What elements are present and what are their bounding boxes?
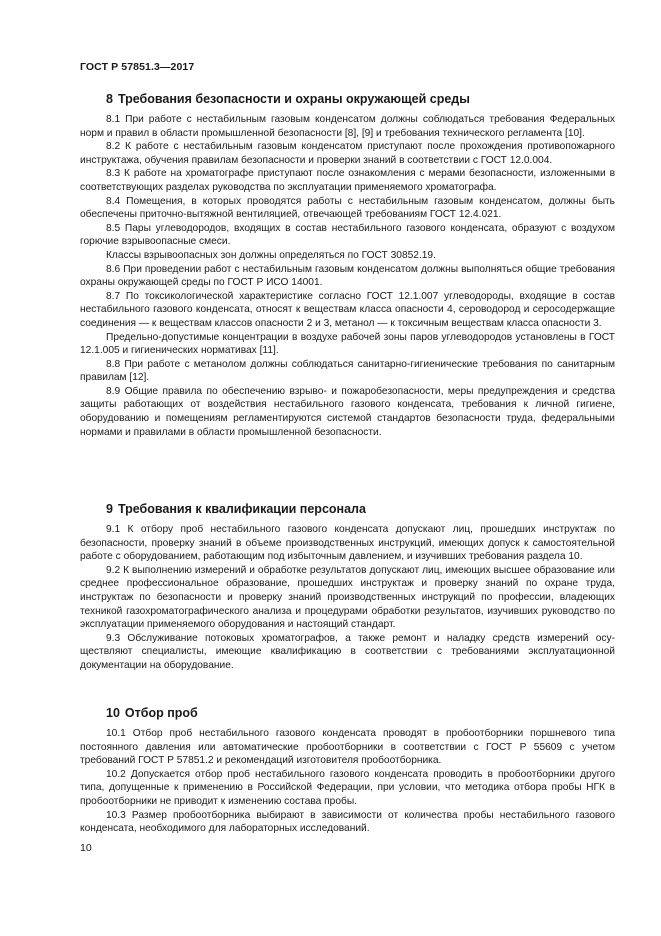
paragraph-10-1: 10.1 Отбор проб нестабильного газового конденсата проводят в пробоотборники поршневого типа постоянного давления или автоматические пробоотборники в соответствии с ГОСТ Р 55609 с учетом требований ГОСТ Р 57851.2 и рекомендаций изготовителя пробоотборника. [80, 728, 615, 767]
paragraph-9-2: 9.2 К выполнению измерений и обработке результатов допускают лиц, имеющих высшее образование или среднее профессиональное образование, прошедших инструктаж и проверку знаний по охране труда, инструктаж по безопасности и проверку знаний производственных инструкций по профессии, владеющих техникой газохроматографического анализа и процедурами обработки результатов, изучивших руководство по эксплуатации применяемого оборудования и настоящий стандарт. [80, 564, 615, 631]
paragraph-10-2: 10.2 Допускается отбор проб нестабильного газового конденсата проводить в пробоотборники другого типа, допущенные к применению в Российской Федерации, при условии, что методика отбора пробы НГК в пробоотборники не приводит к изменению состава пробы. [80, 768, 615, 807]
paragraph-8-5-zones: Классы взрывоопасных зон должны определяться по ГОСТ 30852.19. [106, 249, 436, 261]
section-10 [80, 706, 615, 836]
section-8-title: Требования безопасности и охраны окружающей среды [117, 92, 470, 106]
document-header: ГОСТ Р 57851.3—2017 [80, 61, 195, 73]
paragraph-8-2: 8.2 К работе с нестабильным газовым конденсатом приступают после прохождения противопожарного инструктажа, обучения правилам безопасности и проверки знаний в соответствии с ГОСТ 12.0.004. [80, 141, 615, 166]
section-9 [80, 502, 615, 673]
section-8-number: 8 [106, 92, 113, 106]
paragraph-8-8: 8.8 При работе с метанолом должны соблюдаться санитарно-гигиенические требования по санитарным правилам [12]. [80, 358, 615, 384]
paragraph-8-3: 8.3 К работе на хроматографе приступают после ознакомления с мерами безопасности, изложенными в соответствующих разделах руководства по эксплуатации применяемого хроматографа. [80, 168, 615, 193]
section-8-heading [80, 92, 615, 106]
section-10-title: Отбор проб [124, 706, 198, 720]
section-9-heading [80, 502, 615, 516]
paragraph-8-7: 8.7 По токсикологической характеристике согласно ГОСТ 12.1.007 углеводороды, входящие в состав нестабильного газового конденсата, относят к веществам класса опасности 4, сероводород и серосодержащие соединения — к веществам классов опасности 2 и 3, метанол — к токсичным веществам класса опасности 3. [80, 290, 615, 329]
paragraph-8-7-pdk: Предельно-допустимые концентрации в воздухе рабочей зоны паров углеводородов установлены в ГОСТ 12.1.005 и гигиенических нормативах [11]. [80, 331, 615, 357]
paragraph-8-4: 8.4 Помещения, в которых проводятся работы с нестабильным газовым конденсатом, должны быть обеспечены приточно-вытяжной вентиляцией, отвечающей требованиям ГОСТ 12.4.021. [80, 195, 615, 221]
paragraph-8-9: 8.9 Общие правила по обеспечению взрыво- и пожаробезопасности, меры предупреждения и средства защиты работающих от воздействия нестабильного газового конденсата, требования к личной гигиене, оборудованию и помещениям регламентируются системой стандартов безопасности труда, федеральными нормами и правилами в области промышленной безопасности. [80, 385, 615, 438]
section-10-number: 10 [106, 706, 120, 720]
section-9-number: 9 [106, 502, 113, 516]
page-number: 10 [80, 842, 92, 854]
paragraph-9-1: 9.1 К отбору проб нестабильного газового конденсата допускают лиц, прошедших инструктаж по безопасности, проверку знаний в объеме производственных инструкций, имеющих допуск к самостоятельной работе с оборудованием, работающим под избыточным давлением, и изучивших требования раздела 10. [80, 524, 615, 563]
section-10-heading [80, 706, 615, 720]
paragraph-9-3: 9.3 Обслуживание потоковых хроматографов, а также ремонт и наладку средств измерений осуществляют специалисты, имеющие квалификацию в соответствии с требованиями эксплуатационной документации на оборудование. [80, 632, 615, 671]
paragraph-8-6: 8.6 При проведении работ с нестабильным газовым конденсатом должны выполняться общие требования охраны окружающей среды по ГОСТ Р ИСО 14001. [80, 263, 615, 289]
section-8 [80, 92, 615, 439]
section-9-title: Требования к квалификации персонала [117, 502, 366, 516]
paragraph-8-5: 8.5 Пары углеводородов, входящих в состав нестабильного газового конденсата, образуют с воздухом горючие взрывоопасные смеси. [80, 222, 615, 248]
paragraph-10-3: 10.3 Размер пробоотборника выбирают в зависимости от количества пробы нестабильного газового конденсата, необходимого для лабораторных исследований. [80, 809, 615, 835]
paragraph-8-1: 8.1 При работе с нестабильным газовым конденсатом должны соблюдаться требования Федеральных норм и правил в области промышленной безопасности [8], [9] и требования технического регламента [10]. [80, 114, 615, 139]
